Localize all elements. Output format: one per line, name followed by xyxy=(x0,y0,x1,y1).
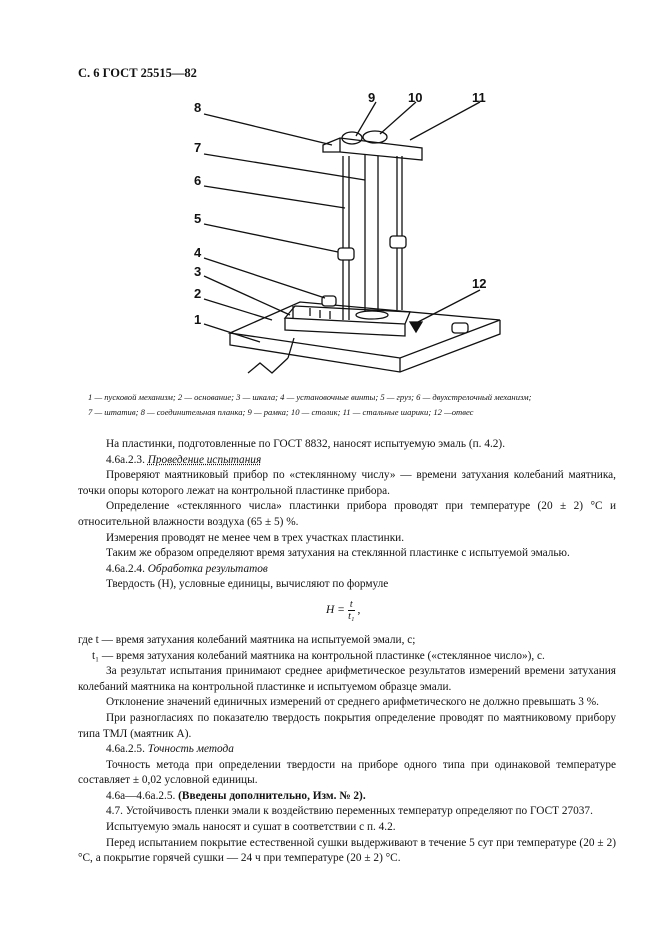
callout-12: 12 xyxy=(472,276,487,291)
paragraph: При разногласиях по показателю твердость покрытия определение проводят по маятниковому прибору типа ТМЛ (маятник А). xyxy=(78,711,616,740)
section-heading: 4.6а.2.5. Точность метода xyxy=(106,743,234,756)
callout-7: 7 xyxy=(194,140,202,155)
paragraph: Измерения проводят не менее чем в трех участках пластинки. xyxy=(106,531,405,544)
pendulum-device-figure xyxy=(160,90,520,380)
figure-caption xyxy=(88,390,608,420)
page-header: С. 6 ГОСТ 25515—82 xyxy=(78,66,197,80)
paragraph: где t — время затухания колебаний маятника на испытуемой эмали, с; xyxy=(78,633,416,646)
callout-5: 5 xyxy=(194,211,202,226)
section-heading: 4.6а.2.4. Обработка результатов xyxy=(106,562,268,575)
caption-line-1: 1 — пусковой механизм; 2 — основание; 3 — шкала; 4 — установочные винты; 5 — груз; 6 — двухстрелочный механизм; xyxy=(88,392,532,402)
hardness-formula: H = $\frac{t}{\text{t₁}}$ , xyxy=(326,598,361,622)
paragraph: Твердость (Н), условные единицы, вычисляют по формуле xyxy=(106,578,389,591)
paragraph: t₁ — время затухания колебаний маятника на контрольной пластинке («стеклянное число»), с. xyxy=(92,649,545,662)
paragraph: На пластинки, подготовленные по ГОСТ 8832, наносят испытуемую эмаль (п. 4.2). xyxy=(106,438,506,450)
body-text xyxy=(78,437,616,867)
paragraph: Перед испытанием покрытие естественной сушки выдерживают в течение 5 сут при температуре (20 ± 2) °С, а покрытие горячей сушки — 24 ч при температуре (20 ± 2) °С. xyxy=(78,836,616,865)
paragraph: Таким же образом определяют время затухания на стеклянной пластинке с испытуемой эмалью. xyxy=(106,547,570,560)
section-heading: 4.6а.2.3. Проведение испытания xyxy=(106,453,262,466)
callout-10: 10 xyxy=(408,90,423,105)
paragraph: Точность метода при определении твердости на приборе одного типа при одинаковой температуре составляет ± 0,02 условной единицы. xyxy=(78,758,616,787)
callout-2: 2 xyxy=(194,286,202,301)
callout-1: 1 xyxy=(194,312,202,327)
paragraph: Определение «стеклянного числа» пластинки прибора проводят при температуре (20 ± 2) °С и относительной влажности воздуха (65 ± 5) %. xyxy=(78,500,616,528)
paragraph: Испытуемую эмаль наносят и сушат в соответствии с п. 4.2. xyxy=(106,821,396,834)
paragraph: За результат испытания принимают среднее арифметическое результатов измерений времени затухания колебаний маятника на контрольной пластинке и испытуемом образце эмали. xyxy=(78,665,616,693)
callout-11: 11 xyxy=(472,90,486,105)
paragraph: Проверяют маятниковый прибор по «стеклянному числу» — времени затухания колебаний маятника, точки опоры которого лежат на контрольной пластинке прибора. xyxy=(78,469,616,497)
callout-4: 4 xyxy=(194,245,202,260)
paragraph: 4.7. Устойчивость пленки эмали к воздействию переменных температур определяют по ГОСТ 27037. xyxy=(106,805,593,818)
amendment-note: 4.6а—4.6а.2.5. (Введены дополнительно, Изм. № 2). xyxy=(106,789,366,802)
callout-9: 9 xyxy=(368,90,376,105)
paragraph: Отклонение значений единичных измерений от среднего арифметического не должно превышать 3 %. xyxy=(106,696,599,709)
callout-3: 3 xyxy=(194,264,202,279)
callout-8: 8 xyxy=(194,100,202,115)
caption-line-2: 7 — штатив; 8 — соединительная планка; 9 — рамка; 10 — столик; 11 — стальные шарики; 12 —отвес xyxy=(88,407,474,417)
callout-6: 6 xyxy=(194,173,202,188)
